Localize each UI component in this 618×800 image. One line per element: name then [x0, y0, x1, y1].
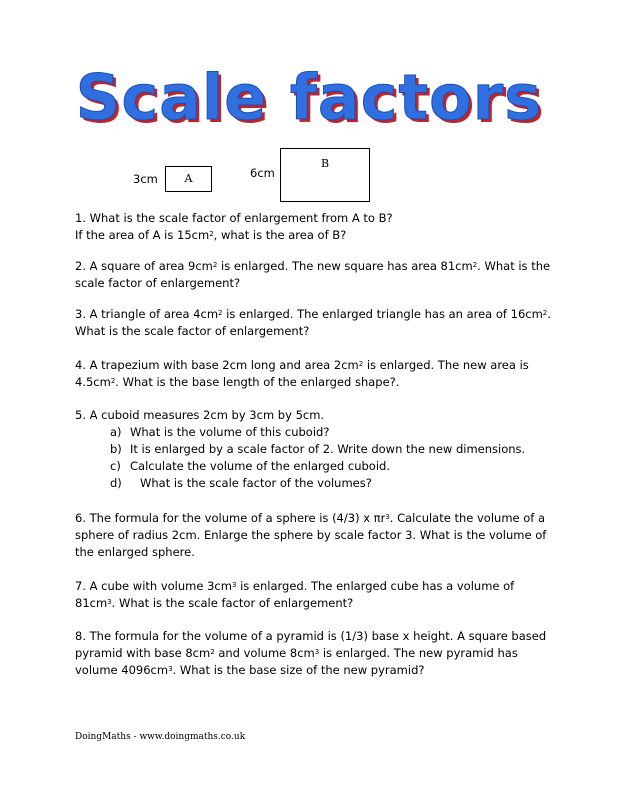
- question-3: 3. A triangle of area $4cm^2$ is enlarged. The enlarged triangle has an area of $16cm^2$. What is the scale factor of enlargement?: [75, 307, 551, 338]
- question-4: 4. A trapezium with base 2cm long and area $2cm^2$ is enlarged. The new area is $4.5cm^2$. What is the base length of the enlarged shape?.: [75, 358, 529, 389]
- question-5-parts: [75, 424, 555, 492]
- question-5-stem: 5. A cuboid measures 2cm by 3cm by 5cm.: [75, 408, 325, 422]
- list-item: c) Calculate the volume of the enlarged cuboid.: [110, 459, 390, 473]
- side-label-b: 6cm: [250, 166, 275, 180]
- question-2: 2. A square of area $9cm^2$ is enlarged. The new square has area $81cm^2$. What is the scale factor of enlargement?: [75, 259, 551, 290]
- rectangle-a: A: [165, 166, 212, 192]
- list-item: a) What is the volume of this cuboid?: [110, 425, 330, 439]
- question-7: 7. A cube with volume $3cm^3$ is enlarged. The enlarged cube has a volume of $81cm^3$. What is the scale factor of enlargement?: [75, 579, 515, 610]
- question-1-line-2: If the area of A is $15cm^2$, what is the area of B?: [75, 228, 347, 242]
- rectangle-b: B: [280, 148, 370, 202]
- question-6: 6. The formula for the volume of a sphere is (4/3) x $\pi r^3$. Calculate the volume of a sphere of radius 2cm. Enlarge the sphere by scale factor 3. What is the volume of the enlarged sphere.: [75, 511, 547, 559]
- list-item: b) It is enlarged by a scale factor of 2. Write down the new dimensions.: [110, 442, 526, 456]
- question-8: 8. The formula for the volume of a pyramid is (1/3) base x height. A square based pyramid with base $8cm^2$ and volume $8cm^3$ is enlarged. The new pyramid has volume $4096cm^3$. What is the base size of the new pyramid?: [75, 629, 547, 677]
- page-title: Scale factors: [75, 61, 543, 134]
- side-label-a: 3cm: [133, 172, 158, 186]
- question-5: [75, 407, 555, 492]
- question-1-line-1: 1. What is the scale factor of enlargement from A to B?: [75, 211, 393, 225]
- question-1: [75, 210, 555, 244]
- list-item: d) What is the scale factor of the volumes?: [110, 476, 372, 490]
- footer-credit: DoingMaths - www.doingmaths.co.uk: [75, 732, 246, 742]
